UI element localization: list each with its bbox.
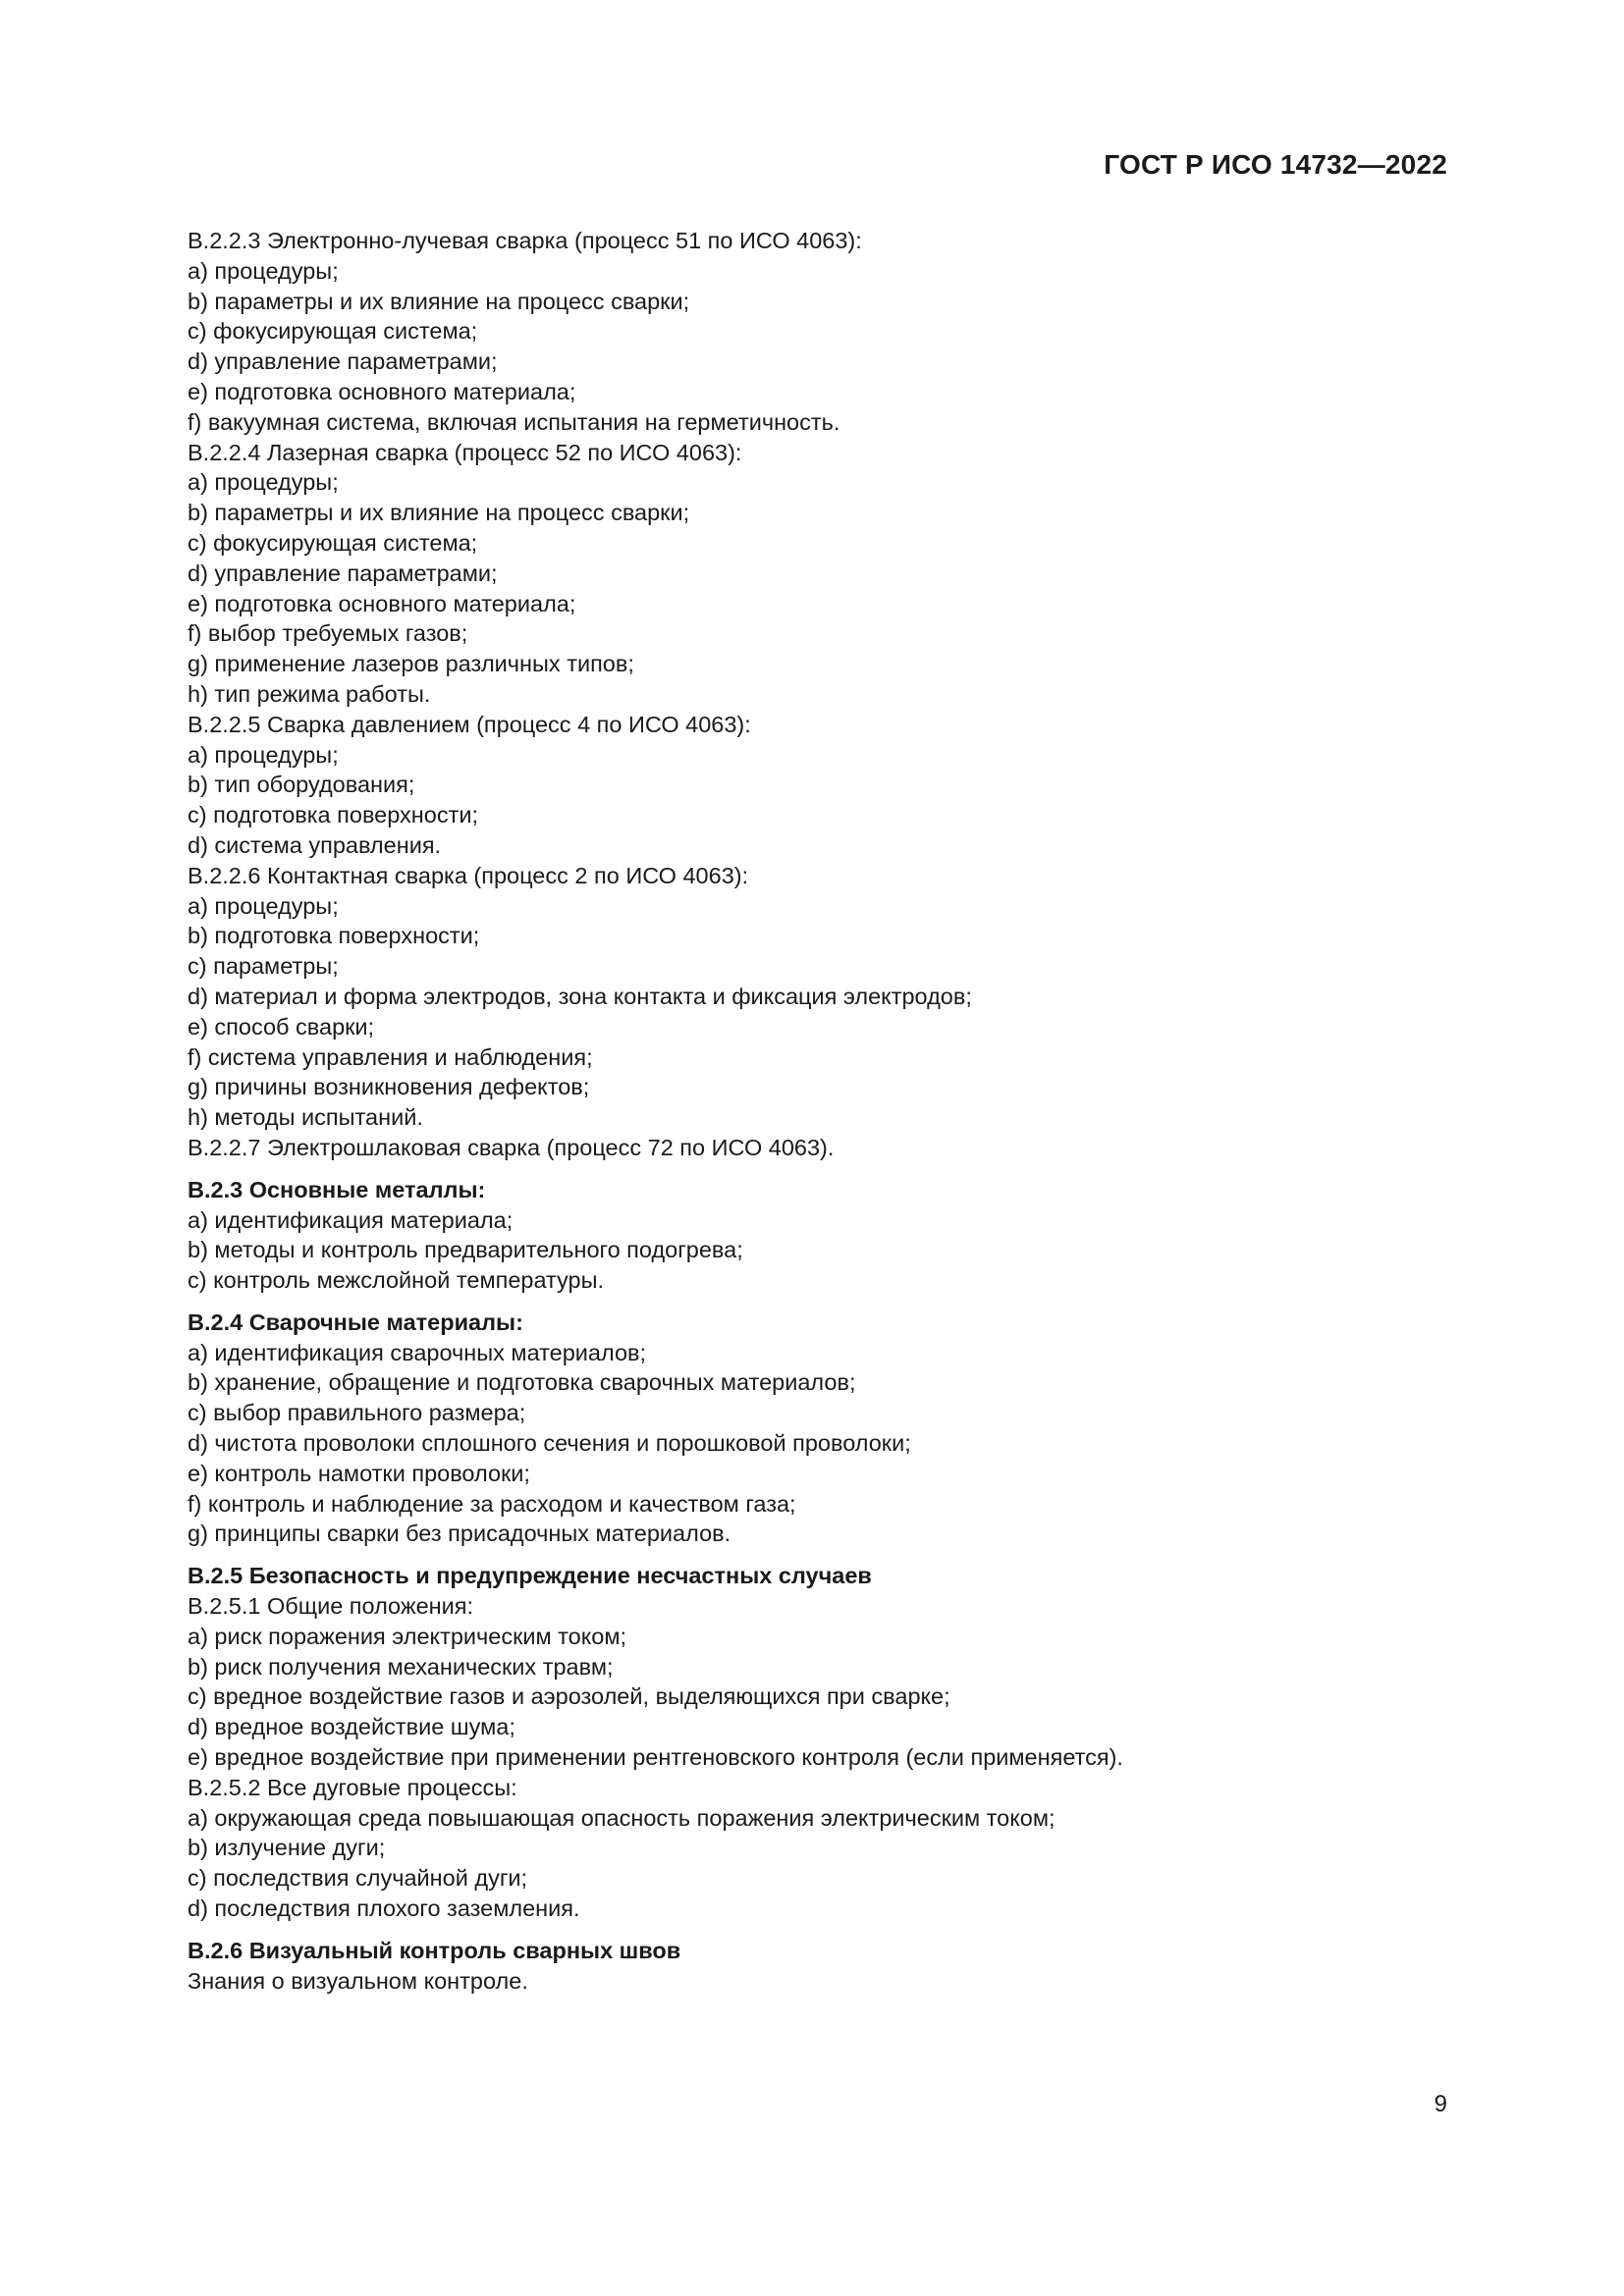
text-line: b) параметры и их влияние на процесс сварки; xyxy=(188,500,690,526)
text-line: a) процедуры; xyxy=(188,892,339,919)
text-line: B.2.5.1 Общие положения: xyxy=(188,1593,474,1620)
text-line: c) контроль межслойной температуры. xyxy=(188,1267,605,1294)
text-line: f) вакуумная система, включая испытания на герметичность. xyxy=(188,408,840,435)
text-line: d) система управления. xyxy=(188,831,442,858)
text-line: d) последствия плохого заземления. xyxy=(188,1896,580,1922)
text-line: e) способ сварки; xyxy=(188,1013,375,1040)
text-line: d) вредное воздействие шума; xyxy=(188,1714,515,1740)
text-line: B.2.2.6 Контактная сварка (процесс 2 по ИСО 4063): xyxy=(188,862,749,888)
page-body xyxy=(188,226,1464,1996)
text-line: h) методы испытаний. xyxy=(188,1104,423,1131)
text-line: d) управление параметрами; xyxy=(188,560,498,586)
text-line: e) контроль намотки проволоки; xyxy=(188,1460,530,1486)
text-line: B.2.2.4 Лазерная сварка (процесс 52 по ИСО 4063): xyxy=(188,439,742,465)
text-line: c) последствия случайной дуги; xyxy=(188,1865,528,1892)
text-line: d) управление параметрами; xyxy=(188,348,498,375)
text-line: b) параметры и их влияние на процесс сварки; xyxy=(188,288,690,314)
text-line: g) применение лазеров различных типов; xyxy=(188,651,634,677)
text-line: b) методы и контроль предварительного подогрева; xyxy=(188,1237,743,1263)
text-line: b) излучение дуги; xyxy=(188,1835,386,1861)
text-line: e) вредное воздействие при применении рентгеновского контроля (если применяется). xyxy=(188,1744,1123,1771)
text-line: g) принципы сварки без присадочных материалов. xyxy=(188,1521,731,1547)
text-line: c) подготовка поверхности; xyxy=(188,802,479,828)
section-heading: B.2.5 Безопасность и предупреждение несчастных случаев xyxy=(188,1563,872,1589)
section-heading: B.2.3 Основные металлы: xyxy=(188,1176,486,1202)
text-line: b) риск получения механических травм; xyxy=(188,1653,614,1680)
text-line: a) риск поражения электрическим током; xyxy=(188,1623,627,1649)
text-line: g) причины возникновения дефектов; xyxy=(188,1074,590,1100)
text-line: B.2.2.3 Электронно-лучевая сварка (процесс 51 по ИСО 4063): xyxy=(188,228,862,253)
text-line: b) хранение, обращение и подготовка сварочных материалов; xyxy=(188,1369,856,1396)
text-line: d) материал и форма электродов, зона контакта и фиксация электродов; xyxy=(188,983,972,1009)
text-line: e) подготовка основного материала; xyxy=(188,590,576,616)
text-line: Знания о визуальном контроле. xyxy=(188,1967,528,1994)
text-line: B.2.5.2 Все дуговые процессы: xyxy=(188,1774,517,1800)
text-line: c) выбор правильного размера; xyxy=(188,1400,526,1426)
standard-designation: ГОСТ Р ИСО 14732—2022 xyxy=(1104,149,1447,180)
text-line: c) вредное воздействие газов и аэрозолей, выделяющихся при сварке; xyxy=(188,1683,950,1710)
text-line: a) окружающая среда повышающая опасность поражения электрическим током; xyxy=(188,1804,1056,1831)
text-line: a) процедуры; xyxy=(188,469,339,496)
text-line: c) фокусирующая система; xyxy=(188,318,478,345)
text-line: a) процедуры; xyxy=(188,257,339,284)
text-line: f) система управления и наблюдения; xyxy=(188,1043,593,1070)
text-line: c) фокусирующая система; xyxy=(188,529,478,556)
text-line: h) тип режима работы. xyxy=(188,680,431,707)
section-heading: B.2.4 Сварочные материалы: xyxy=(188,1308,523,1335)
text-line: d) чистота проволоки сплошного сечения и порошковой проволоки; xyxy=(188,1430,911,1457)
text-line: b) тип оборудования; xyxy=(188,772,415,798)
text-line: f) контроль и наблюдение за расходом и качеством газа; xyxy=(188,1490,796,1517)
text-line: b) подготовка поверхности; xyxy=(188,923,480,949)
text-line: a) процедуры; xyxy=(188,741,339,768)
text-line: B.2.2.7 Электрошлаковая сварка (процесс 72 по ИСО 4063). xyxy=(188,1134,835,1160)
text-line: f) выбор требуемых газов; xyxy=(188,620,468,647)
text-line: e) подготовка основного материала; xyxy=(188,378,576,404)
text-line: B.2.2.5 Сварка давлением (процесс 4 по ИСО 4063): xyxy=(188,711,751,737)
section-heading: B.2.6 Визуальный контроль сварных швов xyxy=(188,1937,681,1963)
text-line: a) идентификация сварочных материалов; xyxy=(188,1339,647,1365)
text-line: c) параметры; xyxy=(188,953,339,980)
text-line: a) идентификация материала; xyxy=(188,1206,514,1233)
page-number: 9 xyxy=(1434,2091,1447,2117)
